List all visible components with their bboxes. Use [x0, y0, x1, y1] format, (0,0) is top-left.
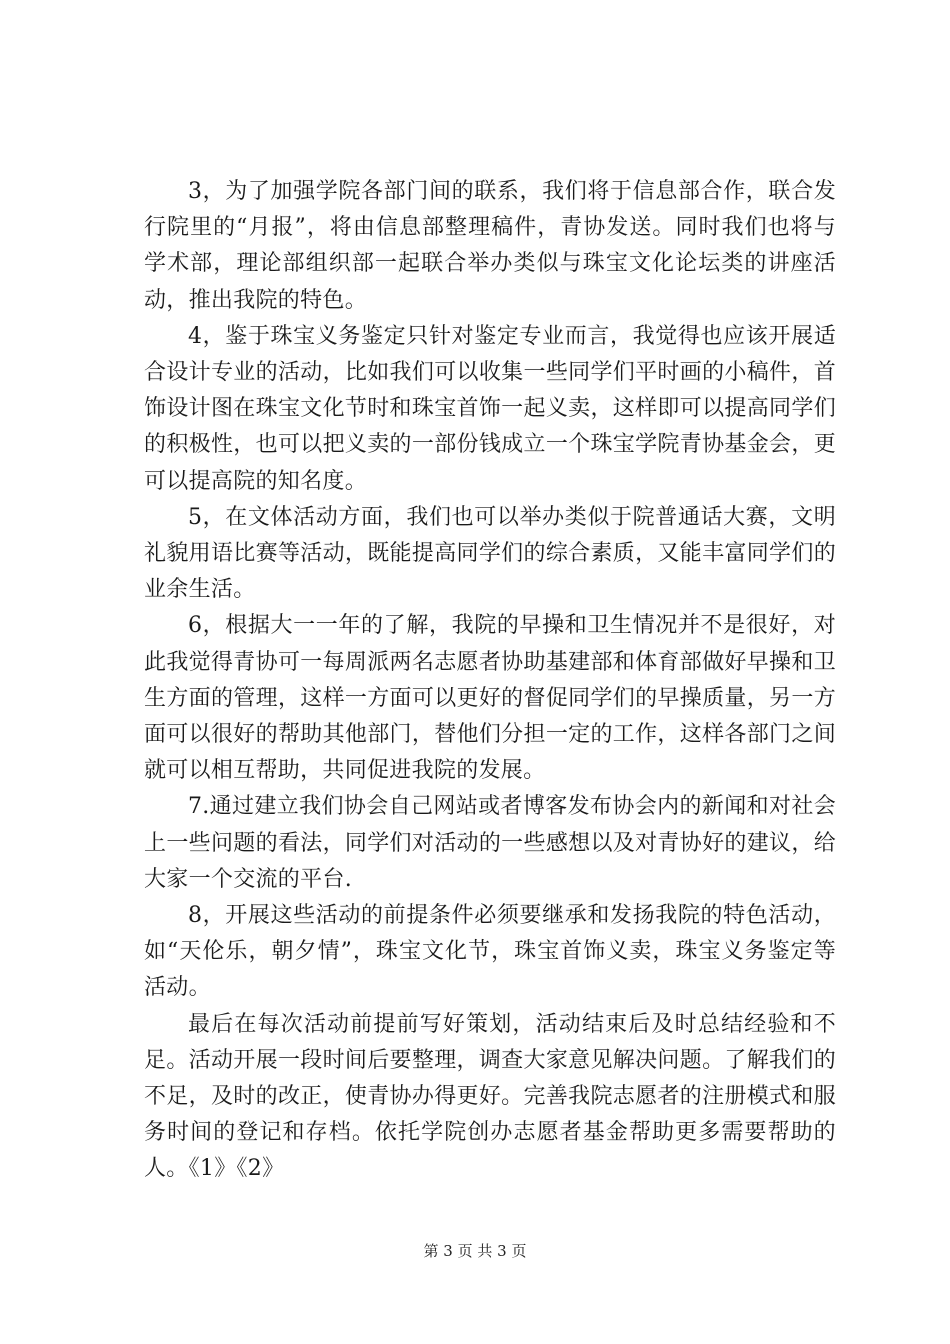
- page-number-footer: 第 3 页 共 3 页: [423, 1242, 527, 1260]
- paragraph-7: 7.通过建立我们协会自己网站或者博客发布协会内的新闻和对社会上一些问题的看法，同学们对活动的一些感想以及对青协好的建议，给大家一个交流的平台.: [144, 794, 836, 892]
- paragraph-3: 3，为了加强学院各部门间的联系，我们将于信息部合作，联合发行院里的“月报”，将由信息部整理稿件，青协发送。同时我们也将与学术部，理论部组织部一起联合举办类似与珠宝文化论坛类的讲座活动，推出我院的特色。: [144, 179, 836, 313]
- paragraph-8: 8，开展这些活动的前提条件必须要继承和发扬我院的特色活动，如“天伦乐，朝夕情”，珠宝文化节，珠宝首饰义卖，珠宝义务鉴定等活动。: [144, 903, 836, 1001]
- document-body: [144, 174, 836, 1188]
- paragraph-6: 6，根据大一一年的了解，我院的早操和卫生情况并不是很好，对此我觉得青协可一每周派两名志愿者协助基建部和体育部做好早操和卫生方面的管理，这样一方面可以更好的督促同学们的早操质量，另一方面可以很好的帮助其他部门，替他们分担一定的工作，这样各部门之间就可以相互帮助，共同促进我院的发展。: [144, 613, 836, 784]
- paragraph-closing: 最后在每次活动前提前写好策划，活动结束后及时总结经验和不足。活动开展一段时间后要整理，调查大家意见解决问题。了解我们的不足，及时的改正，使青协办得更好。完善我院志愿者的注册模式和服务时间的登记和存档。依托学院创办志愿者基金帮助更多需要帮助的人。《1》《2》: [144, 1011, 836, 1182]
- paragraph-4: 4，鉴于珠宝义务鉴定只针对鉴定专业而言，我觉得也应该开展适合设计专业的活动，比如我们可以收集一些同学们平时画的小稿件，首饰设计图在珠宝文化节时和珠宝首饰一起义卖，这样即可以提高同学们的积极性，也可以把义卖的一部份钱成立一个珠宝学院青协基金会，更可以提高院的知名度。: [144, 323, 836, 494]
- paragraph-5: 5，在文体活动方面，我们也可以举办类似于院普通话大赛，文明礼貌用语比赛等活动，既能提高同学们的综合素质，又能丰富同学们的业余生活。: [144, 504, 836, 603]
